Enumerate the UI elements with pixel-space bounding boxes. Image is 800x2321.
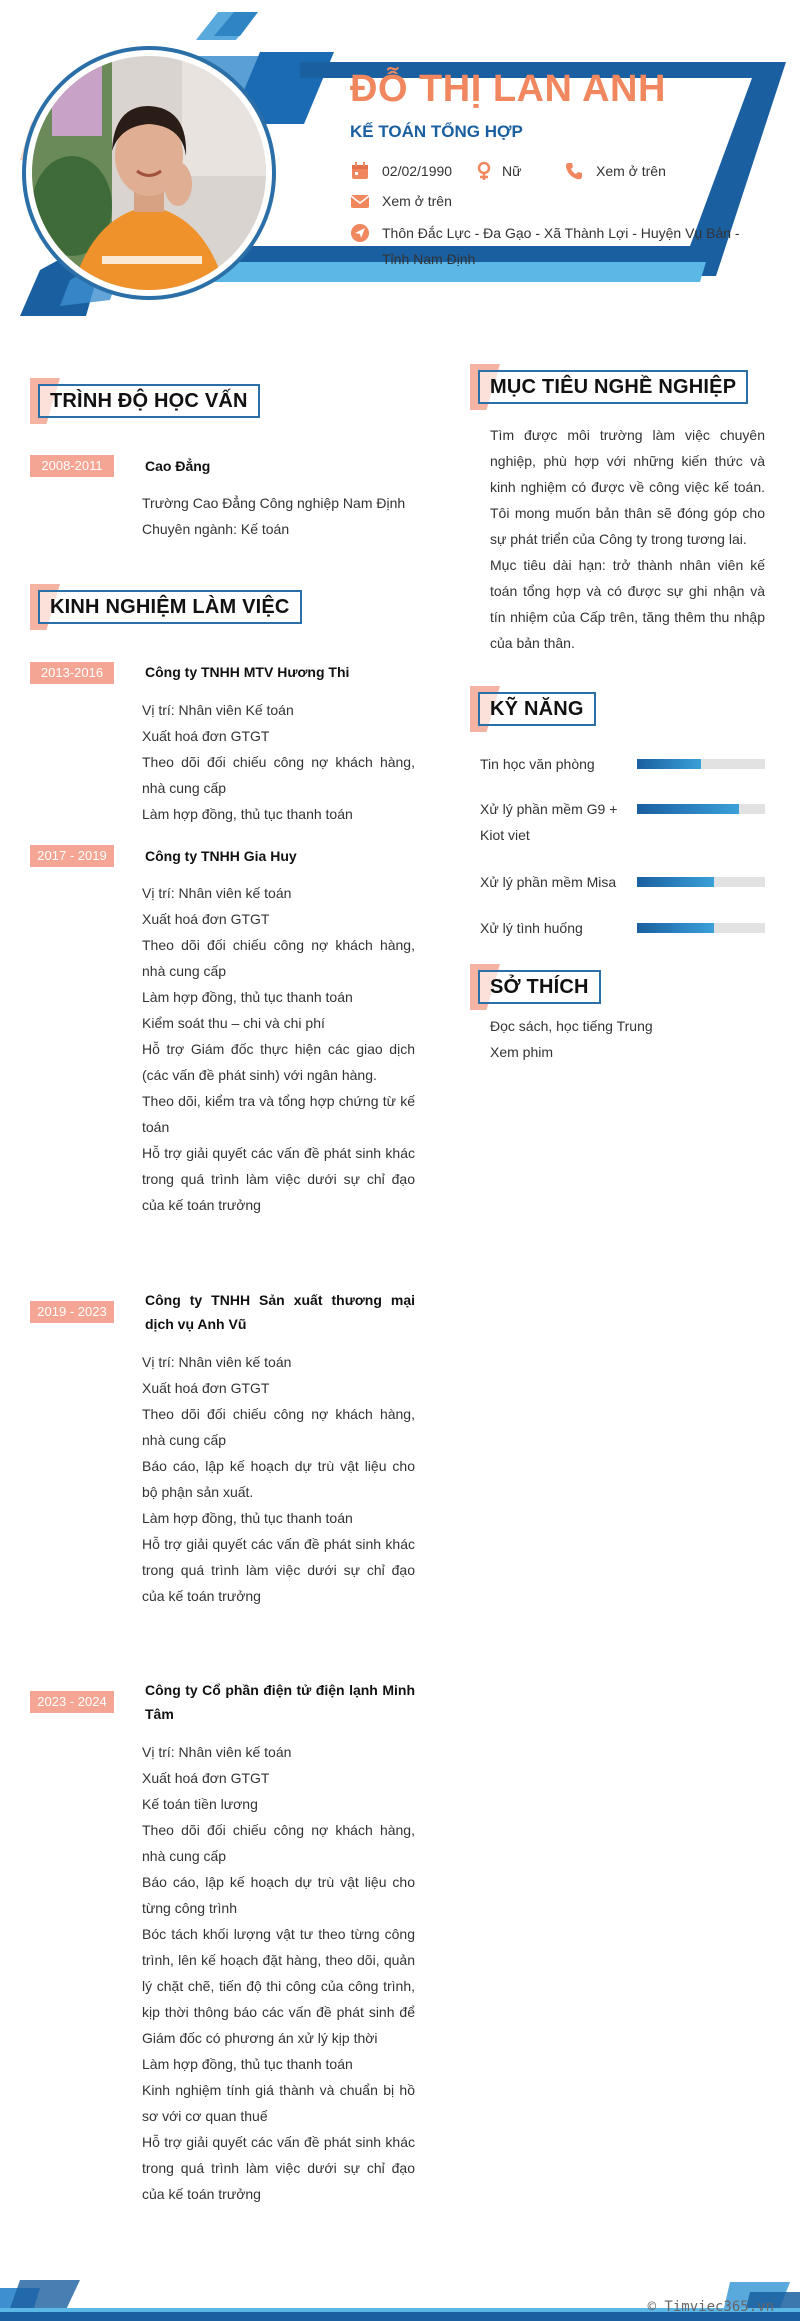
job-line: Theo dõi đối chiếu công nợ khách hàng, nhà cung cấp	[142, 937, 415, 979]
job-4-company: Công ty Cổ phần điện tử điện lạnh Minh Tâm	[145, 1682, 415, 1722]
job-line: Xuất hoá đơn GTGT	[142, 911, 270, 927]
job-line: Báo cáo, lập kế hoạch dự trù vật liệu cho từng công trình	[142, 1874, 415, 1916]
job-4-period-badge: 2023 - 2024	[30, 1691, 114, 1713]
job-line: Hỗ trợ giải quyết các vấn đề phát sinh khác trong quá trình làm việc dưới sự chỉ đạo của kế toán trưởng	[142, 1536, 415, 1604]
gender-icon	[474, 161, 494, 181]
address-item	[350, 220, 740, 272]
skill-bar	[637, 759, 765, 769]
objective-paragraph: Mục tiêu dài hạn: trở thành nhân viên kế toán tổng hợp và có được sự ghi nhận và tín nhiệm của Cấp trên, tăng thêm thu nhập của bản thân.	[490, 557, 765, 651]
job-line: Xuất hoá đơn GTGT	[142, 1380, 270, 1396]
job-line: Theo dõi đối chiếu công nợ khách hàng, nhà cung cấp	[142, 1406, 415, 1448]
address-value: Thôn Đắc Lực - Đa Gạo - Xã Thành Lợi - Huyện Vụ Bản - Tỉnh Nam Định	[382, 225, 740, 267]
phone-item	[564, 158, 666, 184]
skill-name: Xử lý phần mềm Misa	[480, 874, 617, 890]
dob-item	[350, 158, 452, 184]
job-line: Theo dõi đối chiếu công nợ khách hàng, nhà cung cấp	[142, 754, 415, 796]
email-value: Xem ở trên	[382, 193, 452, 209]
job-line: Bóc tách khối lượng vật tư theo từng công trình, lên kế hoạch đặt hàng, theo dõi, quản lý chặt chẽ, tiến độ thi công của công trình, kịp thời thông báo các vấn đề phát sinh để Giám đốc có phương án xử lý kịp thời	[142, 1926, 415, 2046]
skills-heading-text: KỸ NĂNG	[490, 697, 584, 720]
skill-bar-fill	[637, 923, 714, 933]
job-3-details	[142, 1349, 415, 1609]
gender-value: Nữ	[502, 163, 522, 179]
skill-bar-fill	[637, 759, 701, 769]
education-period-badge: 2008-2011	[30, 455, 114, 477]
skill-name: Xử lý phần mềm G9 + Kiot viet	[480, 801, 618, 843]
job-2-company: Công ty TNHH Gia Huy	[145, 848, 297, 864]
job-2-period-badge: 2017 - 2019	[30, 845, 114, 867]
objective-heading-text: MỤC TIÊU NGHỀ NGHIỆP	[490, 375, 737, 398]
job-line: Theo dõi đối chiếu công nợ khách hàng, nhà cung cấp	[142, 1822, 415, 1864]
skill-bar	[637, 923, 765, 933]
hobby-item: Xem phim	[490, 1044, 554, 1060]
job-line: Kiểm soát thu – chi và chi phí	[142, 1015, 325, 1031]
email-item	[350, 188, 452, 214]
profile-photo	[32, 56, 266, 290]
job-title: KẾ TOÁN TỔNG HỢP	[350, 122, 523, 141]
job-line: Hỗ trợ Giám đốc thực hiện các giao dịch (các vấn đề phát sinh) với ngân hàng.	[142, 1041, 415, 1083]
job-line: Xuất hoá đơn GTGT	[142, 1770, 270, 1786]
education-school: Trường Cao Đẳng Công nghiệp Nam Định	[142, 495, 406, 511]
phone-value: Xem ở trên	[596, 163, 666, 179]
education-heading-text: TRÌNH ĐỘ HỌC VẤN	[50, 389, 248, 412]
candidate-name: ĐỖ THỊ LAN ANH	[350, 68, 666, 110]
skill-bar	[637, 877, 765, 887]
job-line: Làm hợp đồng, thủ tục thanh toán	[142, 806, 353, 822]
education-degree: Cao Đẳng	[145, 458, 211, 474]
education-major: Chuyên ngành: Kế toán	[142, 521, 290, 537]
job-3-company: Công ty TNHH Sản xuất thương mại dịch vụ Anh Vũ	[145, 1292, 415, 1332]
email-icon	[350, 191, 370, 211]
job-line: Kinh nghiệm tính giá thành và chuẩn bị hồ sơ với cơ quan thuế	[142, 2082, 415, 2124]
job-4-details	[142, 1739, 415, 2207]
job-line: Làm hợp đồng, thủ tục thanh toán	[142, 2056, 353, 2072]
job-line: Kế toán tiền lương	[142, 1796, 258, 1812]
dob-value: 02/02/1990	[382, 163, 453, 179]
phone-icon	[564, 161, 584, 181]
job-line: Xuất hoá đơn GTGT	[142, 728, 270, 744]
gender-item	[474, 158, 521, 184]
job-line: Vị trí: Nhân viên Kế toán	[142, 702, 294, 718]
job-line: Báo cáo, lập kế hoạch dự trù vật liệu cho bộ phận sản xuất.	[142, 1458, 415, 1500]
location-icon	[350, 223, 370, 243]
job-line: Hỗ trợ giải quyết các vấn đề phát sinh khác trong quá trình làm việc dưới sự chỉ đạo của kế toán trưởng	[142, 2134, 415, 2202]
watermark: © Timviec365.vn	[647, 2299, 774, 2315]
job-line: Vị trí: Nhân viên kế toán	[142, 885, 292, 901]
job-1-company: Công ty TNHH MTV Hương Thi	[145, 664, 350, 680]
calendar-icon	[350, 161, 370, 181]
job-line: Hỗ trợ giải quyết các vấn đề phát sinh khác trong quá trình làm việc dưới sự chỉ đạo của kế toán trưởng	[142, 1145, 415, 1213]
skill-bar-fill	[637, 804, 739, 814]
experience-heading-text: KINH NGHIỆM LÀM VIỆC	[50, 595, 290, 618]
job-line: Vị trí: Nhân viên kế toán	[142, 1354, 292, 1370]
job-2-details	[142, 880, 415, 1218]
hobbies-list	[490, 1013, 653, 1065]
hobby-item: Đọc sách, học tiếng Trung	[490, 1018, 653, 1034]
job-line: Theo dõi, kiểm tra và tổng hợp chứng từ kế toán	[142, 1093, 415, 1135]
objective-text	[490, 422, 765, 656]
skill-name: Tin học văn phòng	[480, 756, 595, 772]
job-3-period-badge: 2019 - 2023	[30, 1301, 114, 1323]
job-1-details	[142, 697, 415, 827]
skill-name: Xử lý tình huống	[480, 920, 583, 936]
education-details	[142, 490, 415, 542]
job-line: Vị trí: Nhân viên kế toán	[142, 1744, 292, 1760]
skill-bar-fill	[637, 877, 714, 887]
job-line: Làm hợp đồng, thủ tục thanh toán	[142, 989, 353, 1005]
objective-paragraph: Tìm được môi trường làm việc chuyên nghiệp, phù hợp với những kiến thức và kinh nghiệm có được về công việc kế toán. Tôi mong muốn bản thân sẽ đóng góp cho sự phát triển của Công ty trong tương lai.	[490, 427, 765, 547]
skill-bar	[637, 804, 765, 814]
job-line: Làm hợp đồng, thủ tục thanh toán	[142, 1510, 353, 1526]
hobbies-heading-text: SỞ THÍCH	[490, 975, 589, 998]
job-1-period-badge: 2013-2016	[30, 662, 114, 684]
